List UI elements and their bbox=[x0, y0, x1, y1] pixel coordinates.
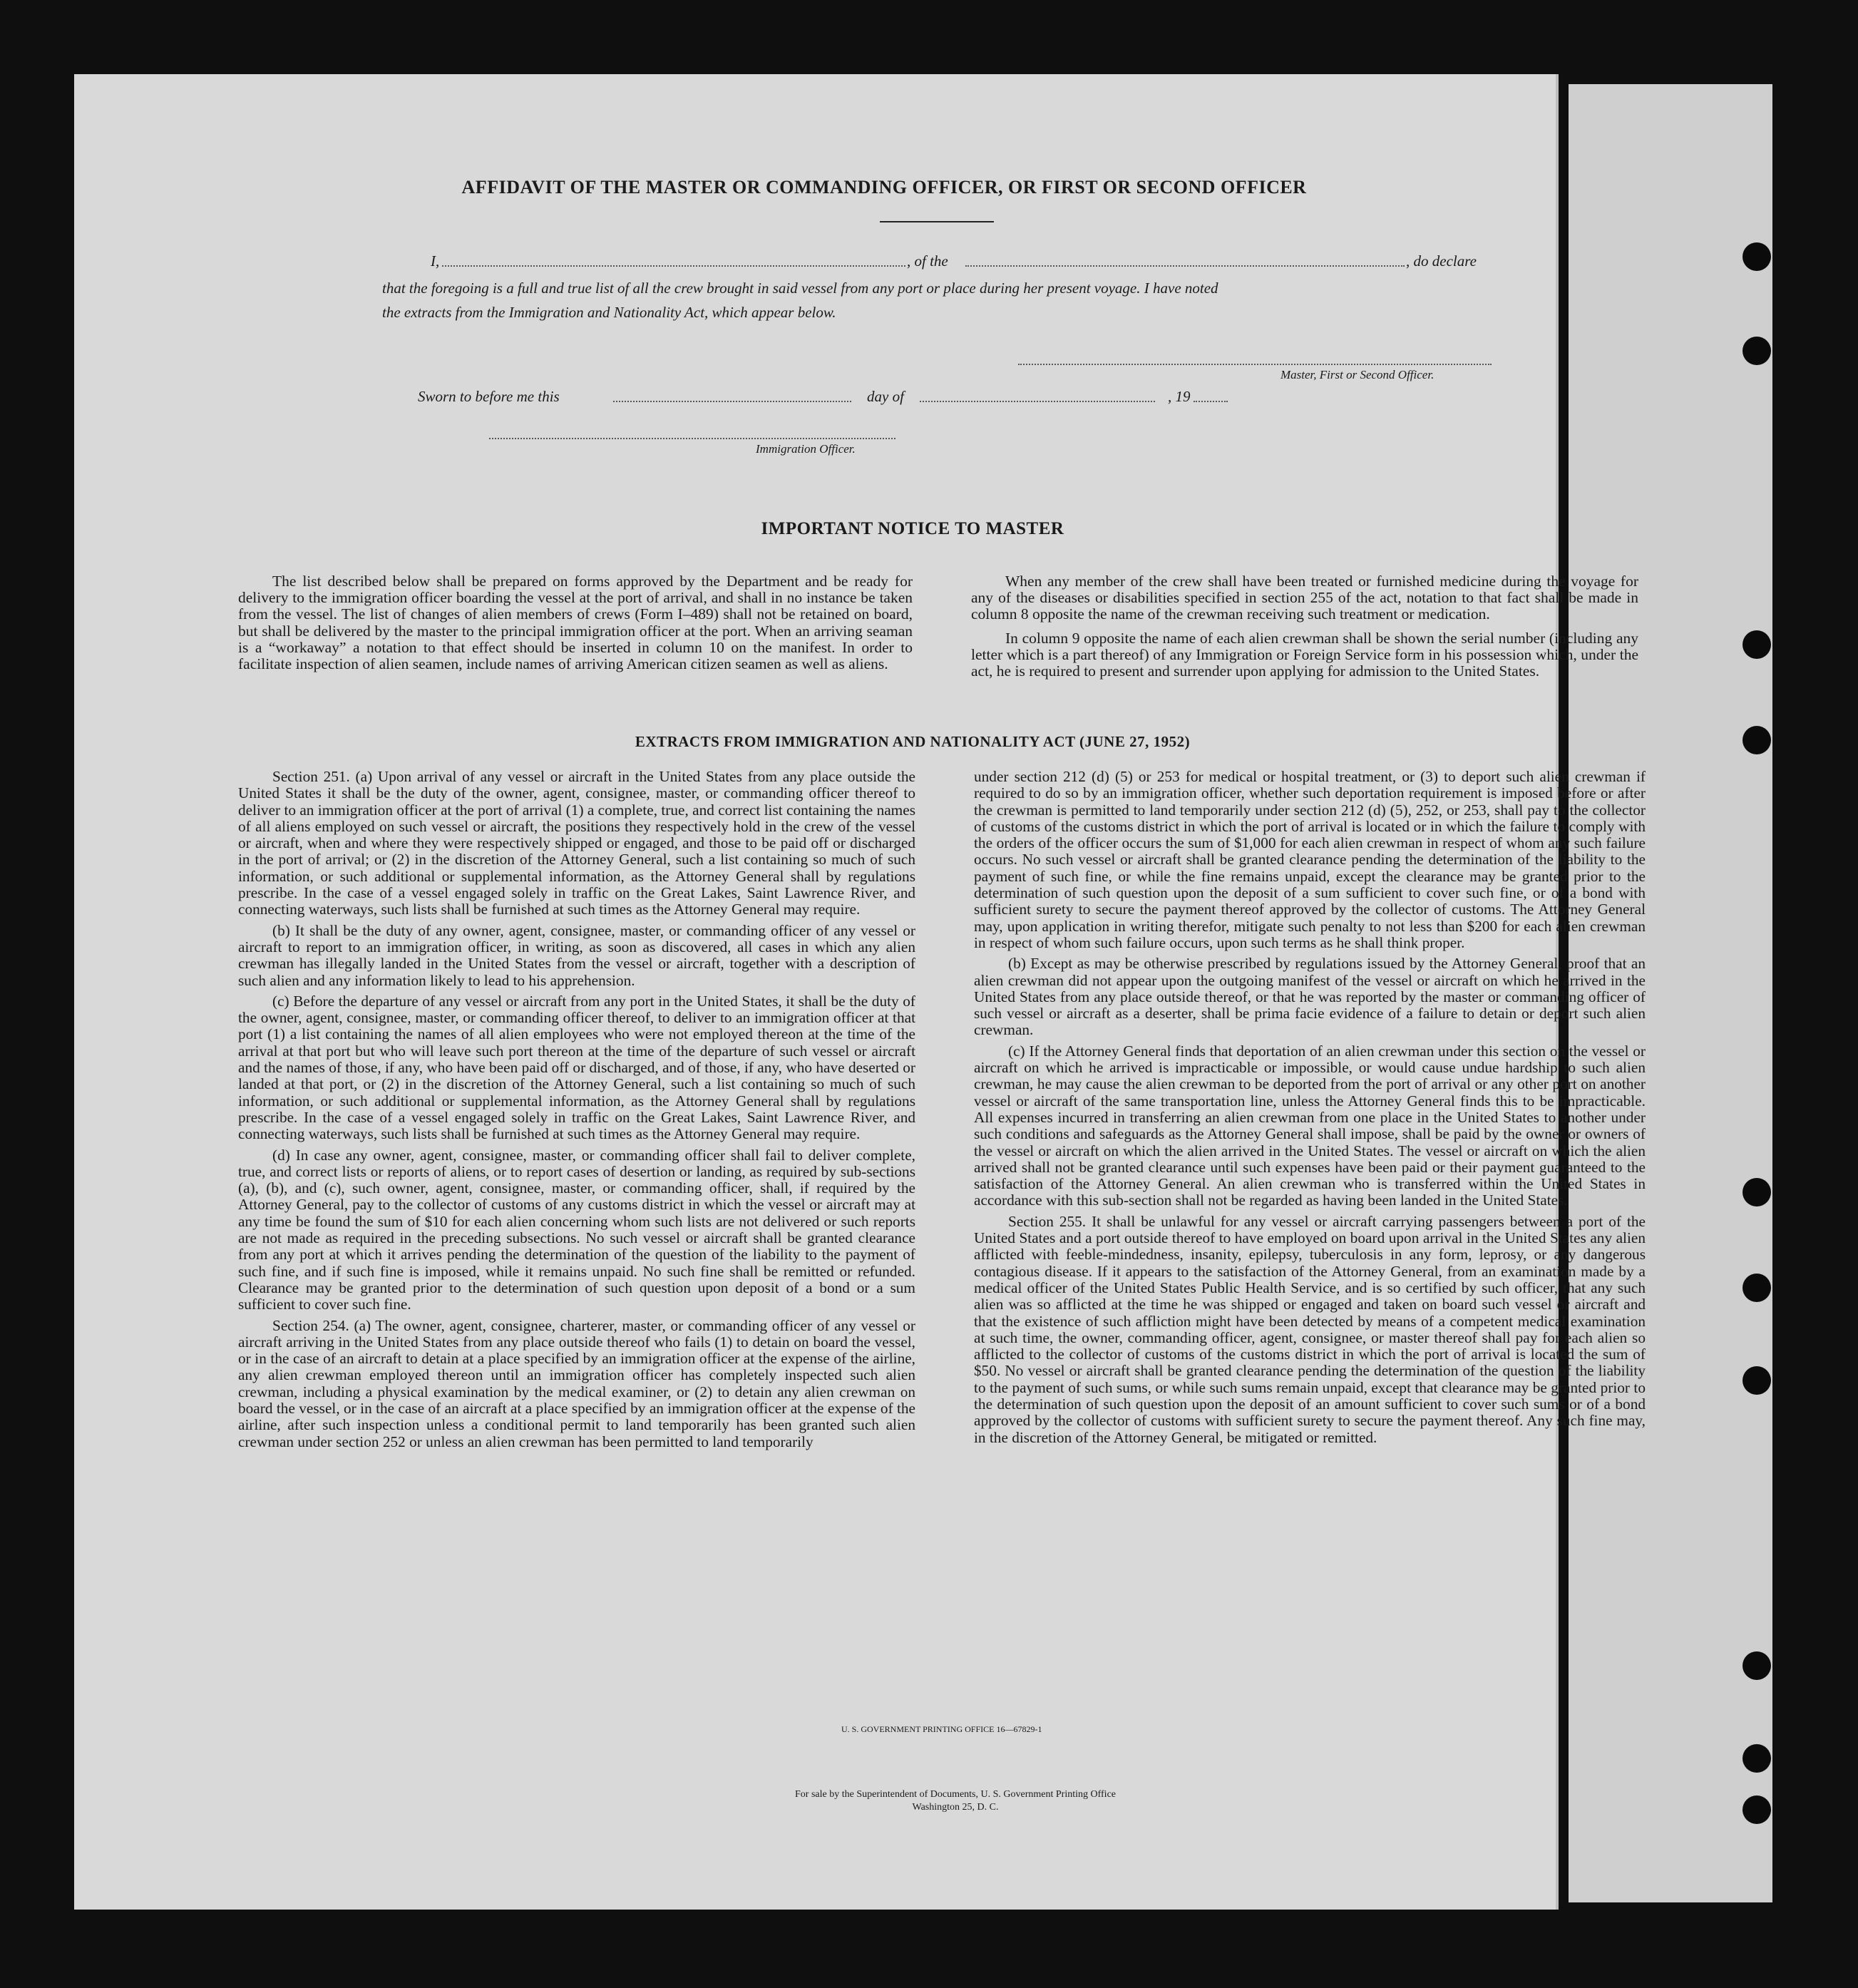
notice-right-text-1: When any member of the crew shall have been treated or furnished medicine during the voyage for any of the diseases or disabilities specified in section 255 of the act, notation to that fact shall be made in column 8 opposite the name of the crewman receiving such treatment or medication. bbox=[971, 573, 1638, 623]
i-label: I, bbox=[431, 252, 440, 270]
title-rule bbox=[880, 221, 994, 222]
binder-hole bbox=[1742, 1651, 1771, 1680]
binder-hole bbox=[1742, 1366, 1771, 1395]
declaration-statement-2: the extracts from the Immigration and Nationality Act, which appear below. bbox=[382, 304, 836, 321]
notice-left-text: The list described below shall be prepared on forms approved by the Department and be ready for delivery to the immigration officer boarding the vessel at the port of arrival, and shall in no instance be taken from the vessel. The list of changes of alien members of crews (Form I–489) shall not be retained on board, but shall be delivered by the master to the principal immigration officer at the port. When an arriving seaman is a “workaway” a notation to that effect should be inserted in column 10 on the manifest. In order to facilitate inspection of alien seamen, include names of arriving American citizen seamen as well as aliens. bbox=[238, 573, 913, 673]
of-the-label: , of the bbox=[907, 252, 948, 270]
section-251-a: Section 251. (a) Upon arrival of any vessel or aircraft in the United States from any place outside the United States it shall be the duty of the owner, agent, consignee, master, or commanding officer thereof to deliver to an immigration officer at the port of arrival (1) a complete, true, and correct list containing the names of all aliens employed on such vessel or aircraft, the positions they respectively hold in the crew of the vessel or aircraft, when and where they were respectively shipped or engaged, and those to be paid off or discharged in the port of arrival; or (2) in the discretion of the Attorney General, such a list containing so much of such information, or such additional or supplemental information, as the Attorney General shall by regulations prescribe. In the case of a vessel engaged solely in traffic on the Great Lakes, Saint Lawrence River, and connecting waterways, such lists shall be furnished at such times as the Attorney General may require. bbox=[238, 768, 915, 918]
binder-hole bbox=[1742, 242, 1771, 271]
extracts-right-column bbox=[974, 769, 1646, 1446]
binder-hole bbox=[1742, 1744, 1771, 1773]
immigration-officer-caption: Immigration Officer. bbox=[756, 442, 856, 456]
section-251-d: (d) In case any owner, agent, consignee, master, or commanding officer shall fail to deliver complete, true, and correct lists or reports of aliens, or to report cases of desertion or landing, as required by sub-sections (a), (b), and (c), such owner, agent, consignee, master, or commanding officer, shall, if required by the Attorney General, pay to the collector of customs of any customs district in which the vessel or aircraft may at any time be found the sum of $10 for each alien concerning whom such lists are not delivered or such reports are not made as required in the preceding subsections. No such vessel or aircraft shall be granted clearance from any port at which it arrives pending the determination of the question of the liability to the payment of such fine, and if such fine is imposed, while it remains unpaid. No such fine shall be remitted or refunded. Clearance may be granted prior to the determination of such question upon deposit of a bond or a sum sufficient to cover such fine. bbox=[238, 1146, 915, 1313]
vessel-name-field[interactable] bbox=[965, 265, 1405, 267]
declarant-name-field[interactable] bbox=[442, 265, 905, 267]
sale-notice-line-1: For sale by the Superintendent of Documents, U. S. Government Printing Office bbox=[795, 1789, 1116, 1800]
binder-hole bbox=[1742, 630, 1771, 659]
month-field[interactable] bbox=[920, 401, 1155, 402]
notice-left-paragraph bbox=[238, 573, 913, 672]
binder-hole bbox=[1742, 1178, 1771, 1206]
binder-hole bbox=[1742, 1274, 1771, 1302]
day-of-label: day of bbox=[867, 388, 904, 405]
day-field[interactable] bbox=[613, 401, 851, 402]
notice-right-text-2: In column 9 opposite the name of each alien crewman shall be shown the serial number (including any letter which is a part thereof) of any Immigration or Foreign Service form in his possession which, under the act, he is required to present and surrender upon applying for admission to the United States. bbox=[971, 629, 1638, 680]
immigration-officer-signature-field[interactable] bbox=[489, 438, 895, 439]
gpo-imprint: U. S. GOVERNMENT PRINTING OFFICE 16—67829-1 bbox=[841, 1724, 1042, 1734]
affidavit-title: AFFIDAVIT OF THE MASTER OR COMMANDING OFFICER, OR FIRST OR SECOND OFFICER bbox=[461, 177, 1307, 198]
do-declare-label: , do declare bbox=[1406, 252, 1477, 270]
master-signature-caption: Master, First or Second Officer. bbox=[1280, 368, 1434, 381]
section-254-a-continued: under section 212 (d) (5) or 253 for medical or hospital treatment, or (3) to deport such alien crewman if required to do so by an immigration officer, whether such deportation requirement is imposed before or after the crewman is permitted to land temporarily under section 212 (d) (5), 252, or 253, shall pay to the collector of customs of the customs district in which the port of arrival is located or in which the failure to comply with the orders of the officer occurs the sum of $1,000 for each alien crewman in respect of whom any such failure occurs. No such vessel or aircraft shall be granted clearance pending the determination of the liability to the payment of such fine, or while the fine remains unpaid, except the clearance may be granted prior to the determination of such question upon the deposit of a sum sufficient to cover such fine, or of a bond with sufficient surety to secure the payment thereof approved by the collector of customs. The Attorney General may, upon application in writing therefor, mitigate such penalty to not less than $200 for each alien crewman in respect of whom such failure occurs, upon such terms as he shall think proper. bbox=[974, 768, 1646, 951]
notice-title: IMPORTANT NOTICE TO MASTER bbox=[761, 519, 1064, 538]
year-label: , 19 bbox=[1168, 388, 1191, 405]
section-255: Section 255. It shall be unlawful for any vessel or aircraft carrying passengers between a port of the United States and a port outside thereof to have employed on board upon arrival in the United States any alien afflicted with feeble-mindedness, insanity, epilepsy, tuberculosis in any form, leprosy, or any dangerous contagious disease. If it appears to the satisfaction of the Attorney General, from an examination made by a medical officer of the United States Public Health Service, and is so certified by such officer, that any such alien was so afflicted at the time he was shipped or engaged and taken on board such vessel or aircraft and that the existence of such affliction might have been detected by means of a competent medical examination at such time, the owner, commanding officer, agent, consignee, or master thereof shall pay for each alien so afflicted to the collector of customs of the customs district in which the port of arrival is located the sum of $50. No vessel or aircraft shall be granted clearance pending the determination of the question of the liability to the payment of such sums, or while such sums remain unpaid, except that clearance may be granted prior to the determination of such question upon the deposit of an amount sufficient to cover such sums or of a bond approved by the collector of customs with sufficient surety to secure the payment thereof. Any such fine may, in the discretion of the Attorney General, be mitigated or remitted. bbox=[974, 1212, 1646, 1446]
master-signature-field[interactable] bbox=[1018, 364, 1492, 365]
section-254-b: (b) Except as may be otherwise prescribed by regulations issued by the Attorney General, proof that an alien crewman did not appear upon the outgoing manifest of the vessel or aircraft on which he arrived in the United States from any place outside thereof, or that he was reported by the master or commanding officer of such vessel or aircraft as a deserter, shall be prima facie evidence of a failure to detain or deport such alien crewman. bbox=[974, 955, 1646, 1039]
binder-hole bbox=[1742, 1795, 1771, 1824]
section-251-b: (b) It shall be the duty of any owner, agent, consignee, master, or commanding officer of any vessel or aircraft to report to an immigration officer, in writing, as soon as discovered, all cases in which any alien crewman has illegally landed in the United States from the vessel or aircraft, together with a description of such alien and any information likely to lead to his apprehension. bbox=[238, 921, 915, 989]
section-254-c: (c) If the Attorney General finds that deportation of an alien crewman under this section on the vessel or aircraft on which he arrived is impracticable or impossible, or would cause undue hardship to such alien crewman, he may cause the alien crewman to be deported from the port of arrival or any other port on another vessel or aircraft of the same transportation line, unless the Attorney General finds this to be impracticable. All expenses incurred in transferring an alien crewman from one place in the United States to another under such conditions and safeguards as the Attorney General shall impose, shall be paid by the owner or owners of the vessel or aircraft on which the alien arrived in the United States. The vessel or aircraft on which the alien arrived shall not be granted clearance until such expenses have been paid or their payment guaranteed to the satisfaction of the Attorney General. An alien crewman who is transferred within the United States in accordance with this sub-section shall not be regarded as having been landed in the United States. bbox=[974, 1042, 1646, 1209]
declaration-line bbox=[431, 252, 1500, 272]
section-251-c: (c) Before the departure of any vessel or aircraft from any port in the United States, it shall be the duty of the owner, agent, consignee, master, or commanding officer thereof, to deliver to an immigration officer at that port (1) a list containing the names of all alien employees who were not employed thereon at the time of the arrival at that port but who will leave such port thereon at the time of the departure of such vessel or aircraft and the names of those, if any, who have been paid off or discharged, and of those, if any, who have deserted or landed at that port, or (2) in the discretion of the Attorney General, such a list containing so much of such information, or such additional or supplemental information, as the Attorney General shall by regulations prescribe. In the case of a vessel engaged solely in traffic on the Great Lakes, Saint Lawrence River, and connecting waterways, such lists shall be furnished at such times as the Attorney General may require. bbox=[238, 992, 915, 1143]
binder-hole bbox=[1742, 726, 1771, 754]
sale-notice-line-2: Washington 25, D. C. bbox=[912, 1802, 999, 1813]
declaration-statement-1: that the foregoing is a full and true list of all the crew brought in said vessel from any port or place during her present voyage. I have noted bbox=[382, 280, 1218, 297]
extracts-title: EXTRACTS FROM IMMIGRATION AND NATIONALITY ACT (JUNE 27, 1952) bbox=[635, 733, 1191, 750]
section-254-a: Section 254. (a) The owner, agent, consignee, charterer, master, or commanding officer of any vessel or aircraft arriving in the United States from any place outside thereof who fails (1) to detain on board the vessel, or in the case of an aircraft to detain at a place specified by an immigration officer at the expense of the airline, any alien crewman employed thereon until an immigration officer has completely inspected such alien crewman, including a physical examination by the medical examiner, or (2) to detain any alien crewman on board the vessel, or in the case of an aircraft at a place specified by an immigration officer at the expense of the airline, after such inspection unless a conditional permit to land temporarily has been granted such alien crewman under section 252 or unless an alien crewman has been permitted to land temporarily bbox=[238, 1316, 915, 1450]
sworn-line bbox=[418, 388, 1273, 408]
sworn-label: Sworn to before me this bbox=[418, 388, 560, 405]
notice-right-paragraphs bbox=[971, 573, 1638, 680]
sale-notice bbox=[642, 1788, 1269, 1814]
year-field[interactable] bbox=[1194, 401, 1228, 402]
binder-hole bbox=[1742, 337, 1771, 365]
extracts-left-column bbox=[238, 769, 915, 1450]
